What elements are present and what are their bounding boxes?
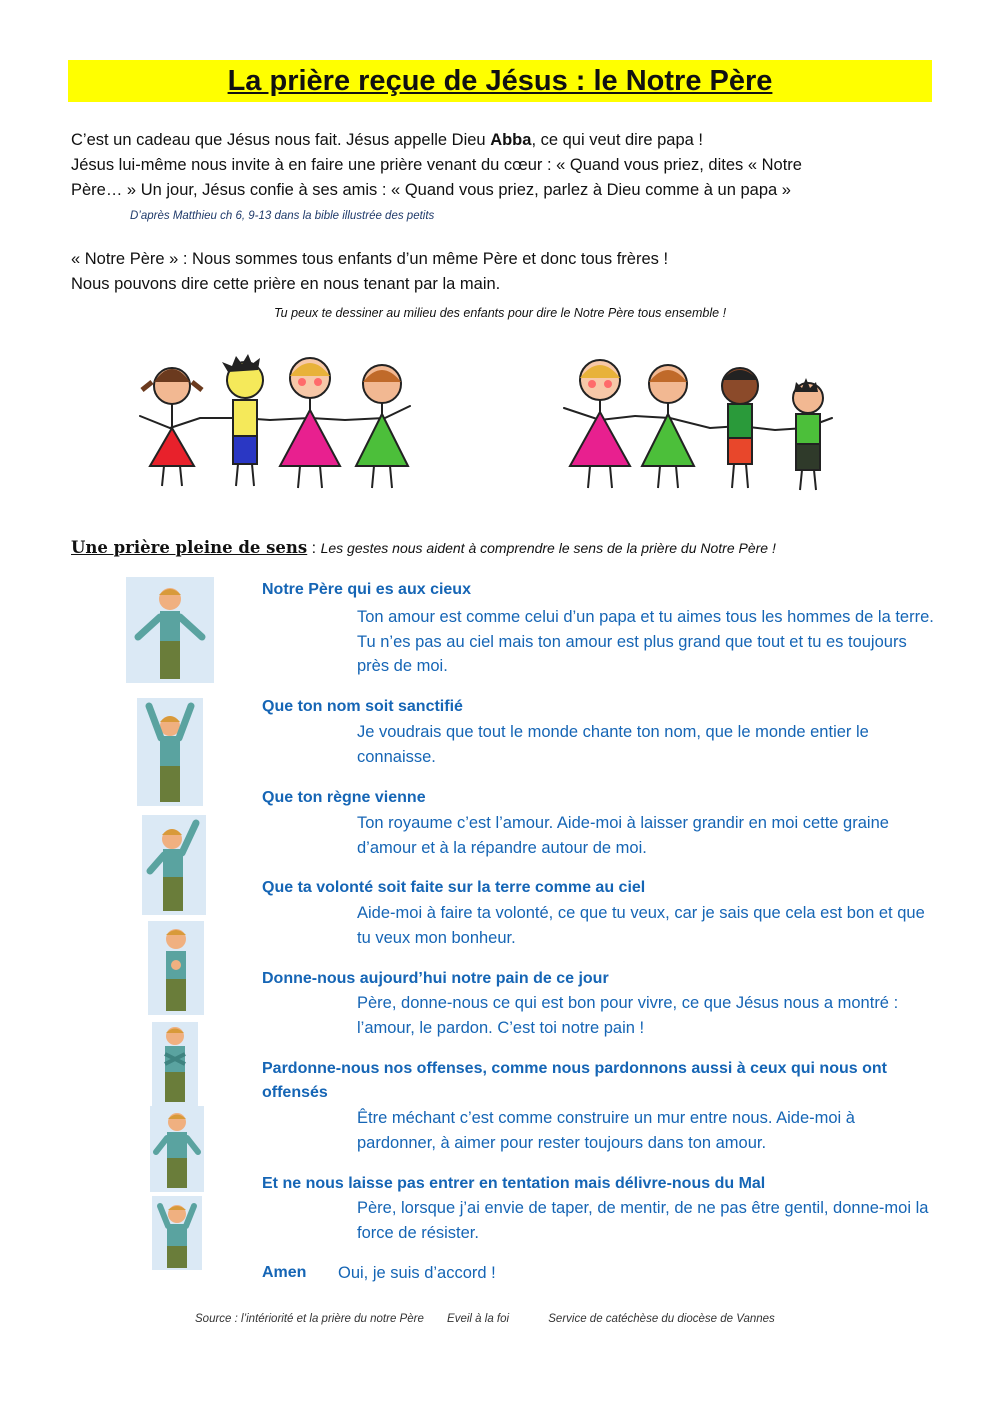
intro-abba: Abba: [490, 131, 532, 149]
prayer-line-5-head: Donne-nous aujourd’hui notre pain de ce jour: [262, 970, 609, 987]
bible-reference: D’après Matthieu ch 6, 9-13 dans la bible illustrée des petits: [130, 210, 435, 222]
prayer-line-1-body: Ton amour est comme celui d’un papa et tu aimes tous les hommes de la terre. Tu n’es pas au ciel mais ton amour est plus grand que tout et tu es toujours près de moi.: [357, 608, 934, 675]
section-separator: :: [307, 540, 321, 557]
gesture-hands-together-icon: [148, 921, 204, 1015]
section-heading: [71, 538, 776, 558]
intro2-line-2: Nous pouvons dire cette prière en nous tenant par la main.: [71, 275, 501, 293]
footer-eveil: Eveil à la foi: [447, 1313, 510, 1325]
prayer-line-3-body: Ton royaume c’est l’amour. Aide-moi à laisser grandir en moi cette graine d’amour et à la répandre autour de moi.: [357, 814, 889, 857]
intro2-paragraph: [71, 247, 931, 297]
drawing-instruction: Tu peux te dessiner au milieu des enfants pour dire le Notre Père tous ensemble !: [273, 306, 727, 320]
intro-line-1-end: , ce qui veut dire papa !: [531, 131, 703, 149]
gesture-arms-low-icon: [150, 1106, 204, 1192]
children-group-right-illustration: [560, 348, 840, 498]
prayer-line-3-head: Que ton règne vienne: [262, 789, 426, 806]
footer-source: Source : l’intériorité et la prière du notre Père: [195, 1313, 424, 1325]
intro-line-1: [71, 128, 931, 153]
gesture-arms-raised-icon: [137, 698, 203, 806]
gesture-arms-crossed-icon: [152, 1022, 198, 1106]
prayer-line-4-head: Que ta volonté soit faite sur la terre comme au ciel: [262, 879, 646, 896]
gesture-one-arm-raised-icon: [142, 815, 206, 915]
prayer-line-6-body: Être méchant c’est comme construire un mur entre nous. Aide-moi à pardonner, à aimer pour rester toujours dans ton amour.: [357, 1109, 855, 1152]
intro-paragraph: [71, 128, 931, 203]
intro-line-2: Jésus lui-même nous invite à en faire une prière venant du cœur : « Quand vous priez, dites « Notre: [71, 156, 802, 174]
title-banner: [68, 60, 932, 102]
gesture-hands-on-head-icon: [152, 1196, 202, 1270]
prayer-line-6-head: Pardonne-nous nos offenses, comme nous pardonnons aussi à ceux qui nous ont offensés: [262, 1060, 887, 1101]
gesture-arms-open-icon: [126, 577, 214, 683]
intro-line-3: Père… » Un jour, Jésus confie à ses amis : « Quand vous priez, parlez à Dieu comme à un papa »: [71, 181, 791, 199]
prayer-line-7-body: Père, lorsque j’ai envie de taper, de mentir, de ne pas être gentil, donne-moi la force de résister.: [357, 1199, 929, 1242]
prayer-line-1-head: Notre Père qui es aux cieux: [262, 581, 471, 598]
section-title: Une prière pleine de sens: [71, 538, 308, 557]
page-title: La prière reçue de Jésus : le Notre Père: [227, 65, 773, 97]
prayer-line-5-body: Père, donne-nous ce qui est bon pour vivre, ce que Jésus nous a montré : l’amour, le pardon. C’est toi notre pain !: [357, 994, 899, 1037]
amen-label: Amen: [262, 1264, 307, 1281]
footer-service: Service de catéchèse du diocèse de Vannes: [548, 1313, 775, 1325]
intro2-line-1: « Notre Père » : Nous sommes tous enfants d’un même Père et donc tous frères !: [71, 250, 669, 268]
section-note: Les gestes nous aident à comprendre le sens de la prière du Notre Père !: [320, 540, 776, 556]
prayer-line-7-head: Et ne nous laisse pas entrer en tentation mais délivre-nous du Mal: [262, 1175, 766, 1192]
footer: [195, 1313, 775, 1325]
prayer-line-2-body: Je voudrais que tout le monde chante ton nom, que le monde entier le connaisse.: [357, 723, 869, 766]
prayer-line-2-head: Que ton nom soit sanctifié: [262, 698, 463, 715]
prayer-line-4-body: Aide-moi à faire ta volonté, ce que tu veux, car je sais que cela est bon et que tu veux mon bonheur.: [357, 904, 925, 947]
intro-line-1-start: C’est un cadeau que Jésus nous fait. Jésus appelle Dieu: [71, 131, 491, 149]
children-group-left-illustration: [130, 348, 420, 498]
amen-text: Oui, je suis d’accord !: [338, 1264, 496, 1282]
